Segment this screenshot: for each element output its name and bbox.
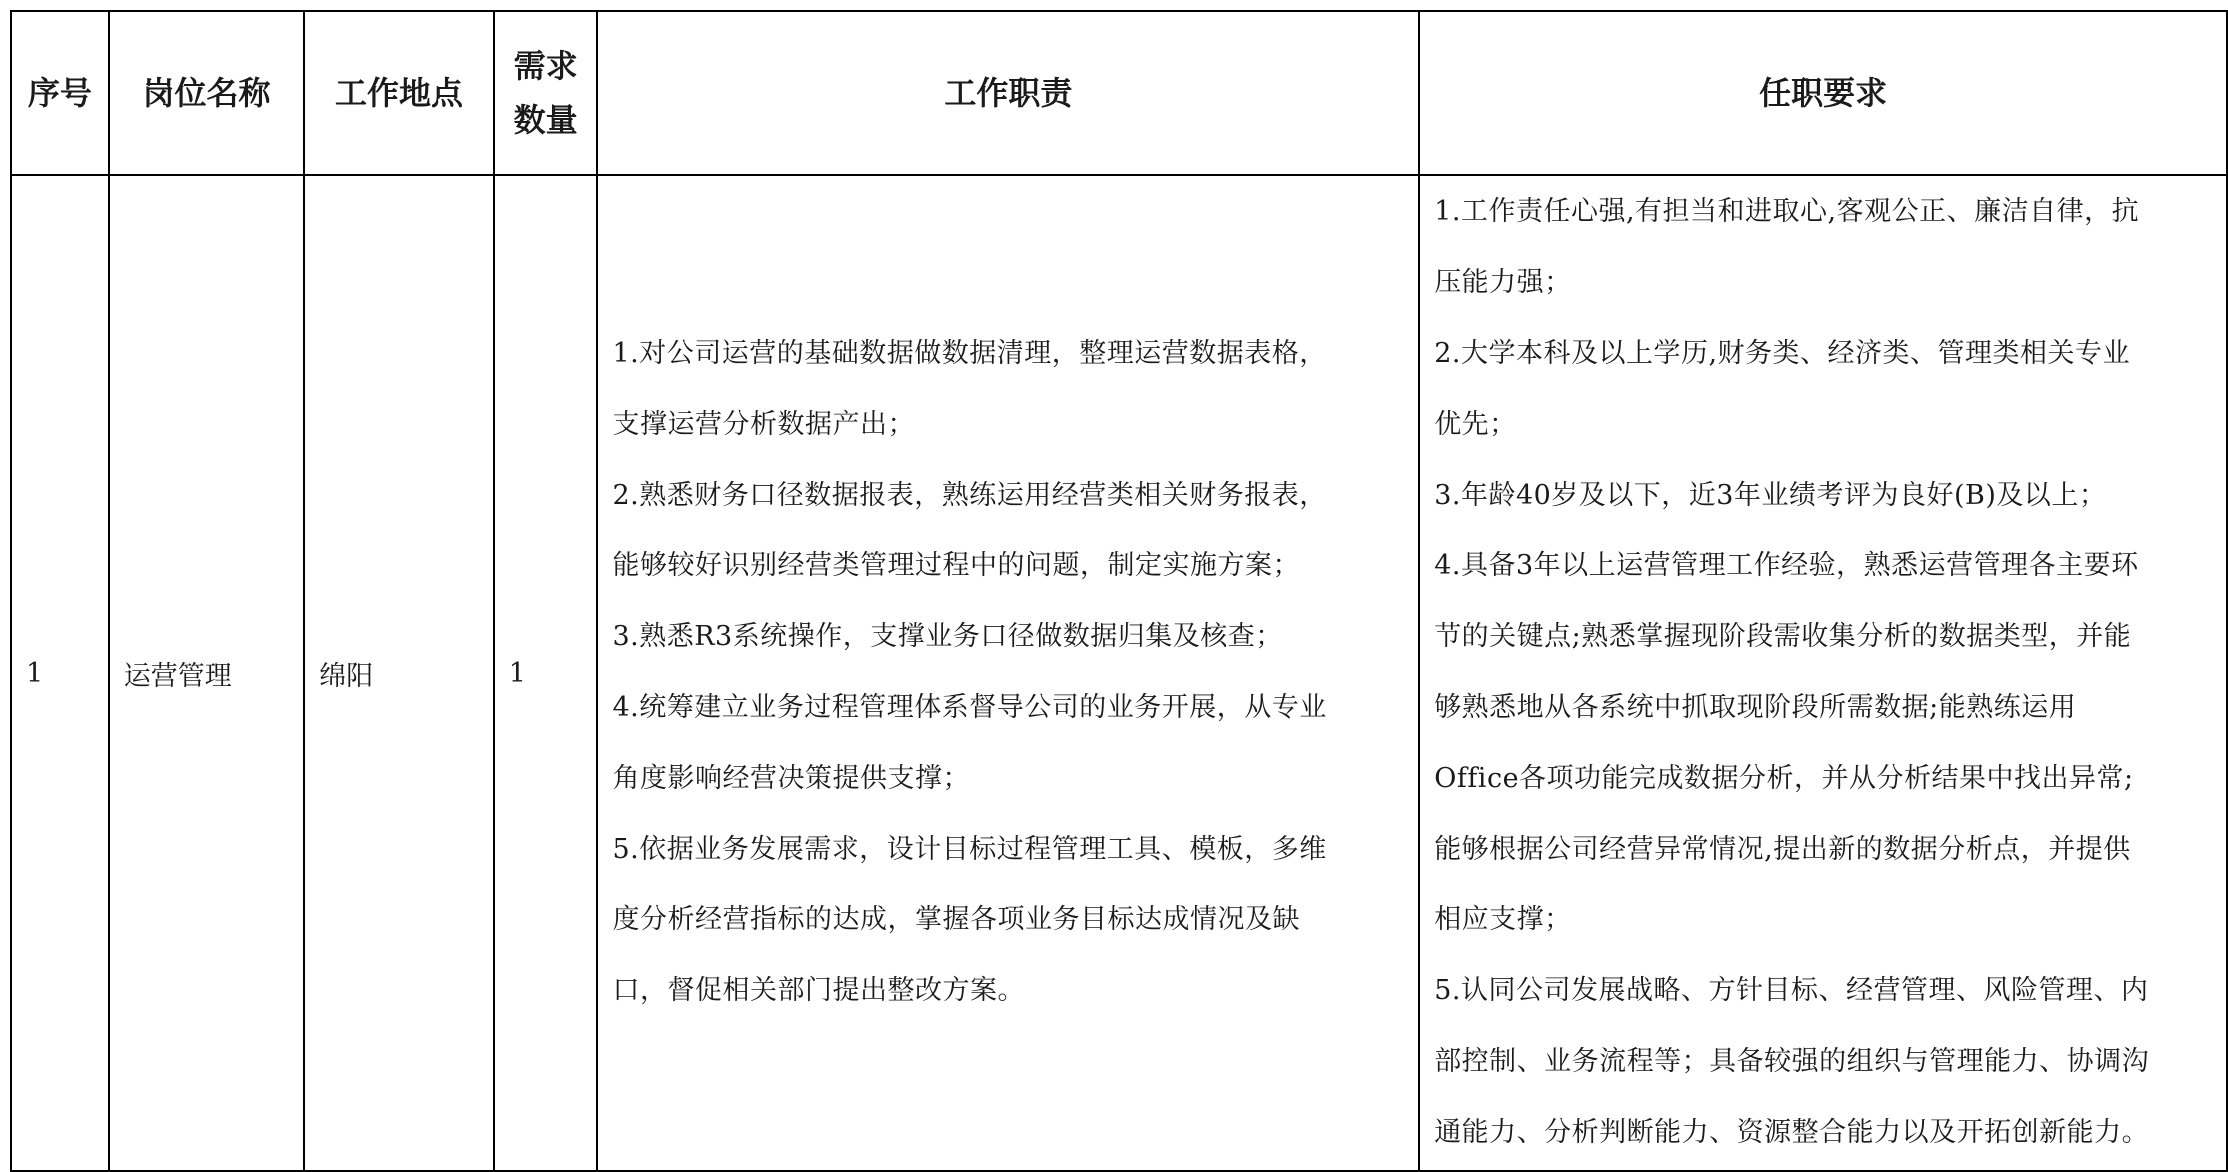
duties-line: 5.依据业务发展需求，设计目标过程管理工具、模板，多维	[612, 833, 1327, 865]
requirements-line: 3.年龄40岁及以下，近3年业绩考评为良好(B)及以上；	[1434, 479, 2107, 511]
job-posting-sheet	[10, 10, 2228, 1172]
requirements-line: 相应支撑；	[1434, 904, 1572, 936]
header-position-name: 岗位名称	[109, 11, 304, 175]
requirements-line: 压能力强；	[1434, 267, 1572, 299]
header-quantity-line-1: 需求	[513, 47, 578, 85]
requirements-line: 优先；	[1434, 408, 1517, 440]
header-work-location: 工作地点	[304, 11, 493, 175]
header-index: 序号	[11, 11, 109, 175]
duties-line: 角度影响经营决策提供支撑；	[612, 762, 970, 794]
header-job-requirements: 任职要求	[1419, 11, 2227, 175]
requirements-line: 能够根据公司经营异常情况,提出新的数据分析点，并提供	[1434, 833, 2131, 865]
duties-line: 支撑运营分析数据产出；	[612, 408, 915, 440]
requirements-line: 节的关键点;熟悉掌握现阶段需收集分析的数据类型，并能	[1434, 621, 2132, 653]
cell-position-name: 运营管理	[109, 175, 304, 1171]
header-quantity	[494, 11, 598, 175]
requirements-line: 1.工作责任心强,有担当和进取心,客观公正、廉洁自律，抗	[1434, 196, 2140, 228]
table-header-row	[11, 11, 2227, 175]
cell-job-duties	[597, 175, 1419, 1171]
requirements-line: 2.大学本科及以上学历,财务类、经济类、管理类相关专业	[1434, 338, 2131, 370]
duties-line: 4.统筹建立业务过程管理体系督导公司的业务开展，从专业	[612, 692, 1327, 723]
requirements-line: 通能力、分析判断能力、资源整合能力以及开拓创新能力。	[1434, 1116, 2150, 1148]
requirements-line: 5.认同公司发展战略、方针目标、经营管理、风险管理、内	[1434, 975, 2149, 1007]
duties-line: 能够较好识别经营类管理过程中的问题，制定实施方案；	[612, 550, 1300, 582]
requirements-line: 4.具备3年以上运营管理工作经验，熟悉运营管理各主要环	[1434, 550, 2139, 582]
requirements-line: 够熟悉地从各系统中抓取现阶段所需数据;能熟练运用	[1434, 692, 2077, 723]
job-requirements-table	[10, 10, 2228, 1172]
table-row	[11, 175, 2227, 1171]
duties-line: 1.对公司运营的基础数据做数据清理，整理运营数据表格，	[612, 338, 1327, 370]
cell-work-location: 绵阳	[304, 175, 493, 1171]
requirements-line: Office各项功能完成数据分析，并从分析结果中找出异常;	[1434, 762, 2134, 794]
cell-job-requirements	[1419, 175, 2227, 1171]
duties-line: 3.熟悉R3系统操作，支撑业务口径做数据归集及核查；	[612, 621, 1283, 653]
requirements-line: 部控制、业务流程等；具备较强的组织与管理能力、协调沟	[1434, 1045, 2150, 1077]
duties-line: 2.熟悉财务口径数据报表，熟练运用经营类相关财务报表，	[612, 479, 1327, 511]
header-quantity-line-2: 数量	[513, 101, 578, 139]
duties-line: 度分析经营指标的达成，掌握各项业务目标达成情况及缺	[612, 904, 1300, 936]
header-job-duties: 工作职责	[597, 11, 1419, 175]
cell-quantity: 1	[494, 175, 598, 1171]
duties-line: 口，督促相关部门提出整改方案。	[612, 975, 1025, 1007]
cell-index: 1	[11, 175, 109, 1171]
